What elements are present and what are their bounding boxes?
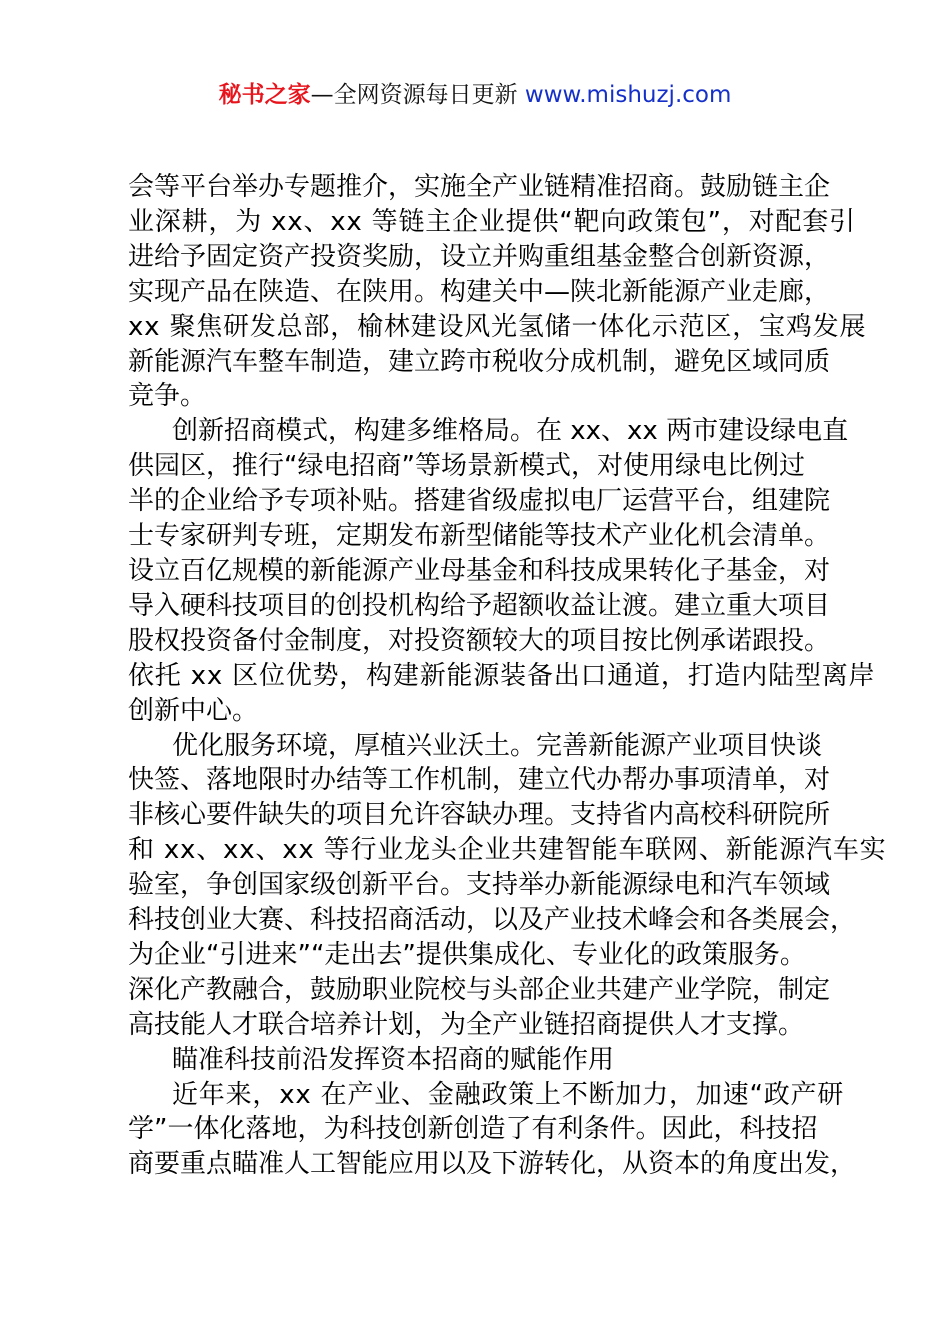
text-line: 依托 xx 区位优势，构建新能源装备出口通道，打造内陆型离岸: [128, 660, 876, 691]
text-line: 供园区，推行“绿电招商”等场景新模式，对使用绿电比例过: [128, 451, 805, 482]
text-line: 竞争。: [128, 381, 207, 412]
text-line: 和 xx、xx、xx 等行业龙头企业共建智能车联网、新能源汽车实: [128, 835, 887, 866]
header-tagline: —全网资源每日更新: [310, 82, 518, 108]
text-line: 半的企业给予专项补贴。搭建省级虚拟电厂运营平台，组建院: [128, 486, 831, 517]
text-line: 设立百亿规模的新能源产业母基金和科技成果转化子基金，对: [128, 555, 831, 586]
text-line: 科技创业大赛、科技招商活动，以及产业技术峰会和各类展会，: [128, 905, 857, 936]
text-line: 业深耕，为 xx、xx 等链主企业提供“靶向政策包”，对配套引: [128, 206, 856, 237]
paragraph-heading-line: 创新招商模式，构建多维格局。在 xx、xx 两市建设绿电直: [172, 416, 849, 447]
page-header: [0, 78, 950, 112]
brand-name: 秘书之家: [218, 82, 311, 108]
text-line: 为企业“引进来”“走出去”提供集成化、专业化的政策服务。: [128, 939, 806, 970]
text-line: 导入硬科技项目的创投机构给予超额收益让渡。建立重大项目: [128, 590, 831, 621]
text-line: 创新中心。: [128, 695, 259, 726]
text-line: 快签、落地限时办结等工作机制，建立代办帮办事项清单，对: [128, 765, 831, 796]
text-line: xx 聚焦研发总部，榆林建设风光氢储一体化示范区，宝鸡发展: [128, 311, 867, 342]
text-line: 商要重点瞄准人工智能应用以及下游转化，从资本的角度出发，: [128, 1149, 857, 1180]
text-line: 深化产教融合，鼓励职业院校与头部企业共建产业学院，制定: [128, 974, 831, 1005]
text-line: 新能源汽车整车制造，建立跨市税收分成机制，避免区域同质: [128, 346, 831, 377]
section-heading: 瞄准科技前沿发挥资本招商的赋能作用: [172, 1044, 615, 1075]
text-line: 学”一体化落地，为科技创新创造了有利条件。因此，科技招: [128, 1114, 818, 1145]
paragraph-first-line: 近年来，xx 在产业、金融政策上不断加力，加速“政产研: [172, 1079, 845, 1110]
text-line: 高技能人才联合培养计划，为全产业链招商提供人才支撑。: [128, 1009, 805, 1040]
paragraph-heading-line: 优化服务环境，厚植兴业沃土。完善新能源产业项目快谈: [172, 730, 823, 761]
text-line: 验室，争创国家级创新平台。支持举办新能源绿电和汽车领域: [128, 870, 831, 901]
text-line: 非核心要件缺失的项目允许容缺办理。支持省内高校科研院所: [128, 800, 831, 831]
site-url-link[interactable]: www.mishuzj.com: [524, 82, 732, 108]
document-body: [128, 170, 887, 1182]
text-line: 进给予固定资产投资奖励，设立并购重组基金整合创新资源，: [128, 241, 831, 272]
text-line: 实现产品在陕造、在陕用。构建关中—陕北新能源产业走廊，: [128, 276, 831, 307]
text-line: 股权投资备付金制度，对投资额较大的项目按比例承诺跟投。: [128, 625, 831, 656]
text-line: 士专家研判专班，定期发布新型储能等技术产业化机会清单。: [128, 521, 831, 552]
text-line: 会等平台举办专题推介，实施全产业链精准招商。鼓励链主企: [128, 172, 831, 202]
